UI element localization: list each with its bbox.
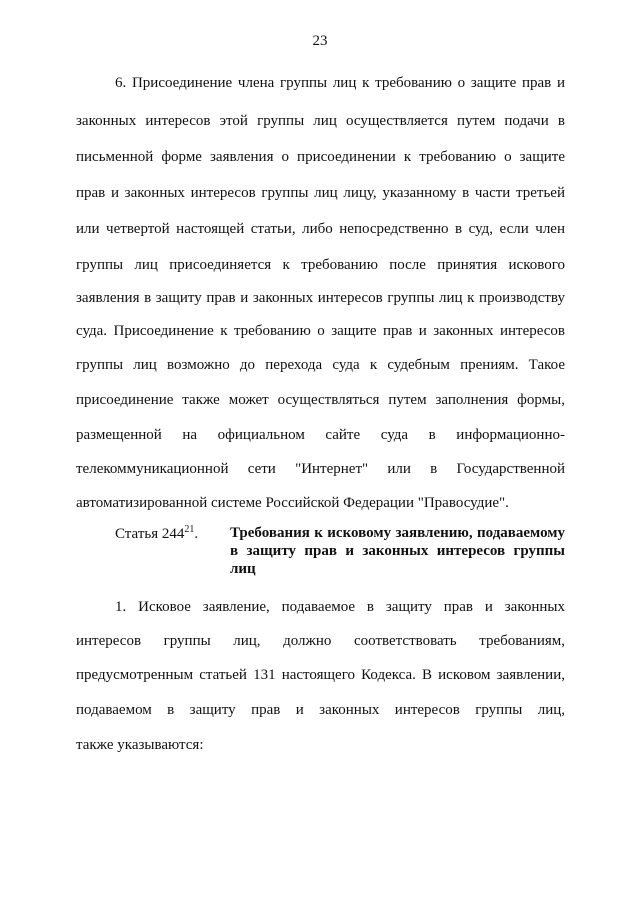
paragraph-line: автоматизированной системе Российской Федерации "Правосудие". — [76, 495, 509, 511]
paragraph-line: также указываются: — [76, 737, 204, 753]
page-number: 23 — [312, 33, 328, 49]
paragraph-line: законных интересов этой группы лиц осуществляется путем подачи в — [76, 113, 565, 129]
paragraph-line: прав и законных интересов группы лиц лицу, указанному в части третьей — [76, 185, 565, 201]
paragraph-line: группы лиц присоединяется к требованию после принятия искового — [76, 257, 565, 273]
paragraph-line: группы лиц возможно до перехода суда к судебным прениям. Такое — [76, 357, 565, 373]
article-label-suffix: . — [194, 526, 199, 542]
article-label-superscript: 21 — [184, 524, 195, 535]
paragraph-line: суда. Присоединение к требованию о защите прав и законных интересов — [76, 323, 565, 339]
paragraph-line: присоединение также может осуществляться путем заполнения формы, — [76, 392, 565, 408]
article-label-text: Статья 244 — [115, 526, 185, 542]
paragraph-line: интересов группы лиц, должно соответствовать требованиям, — [76, 633, 565, 649]
paragraph-line: предусмотренным статьей 131 настоящего Кодекса. В исковом заявлении, — [76, 667, 565, 683]
paragraph-line: или четвертой настоящей статьи, либо непосредственно в суд, если член — [76, 221, 565, 237]
paragraph-line: письменной форме заявления о присоединении к требованию о защите — [76, 149, 565, 165]
article-number — [115, 524, 198, 544]
paragraph-line: 1. Исковое заявление, подаваемое в защиту прав и законных — [115, 599, 565, 615]
paragraph-line: 6. Присоединение члена группы лиц к требованию о защите прав и — [115, 75, 565, 91]
paragraph-line: заявления в защиту прав и законных интересов группы лиц к производству — [76, 290, 565, 306]
paragraph-line: телекоммуникационной сети "Интернет" или в Государственной — [76, 461, 565, 477]
paragraph-line: подаваемом в защиту прав и законных интересов группы лиц, — [76, 702, 565, 718]
article-title: Требования к исковому заявлению, подаваемому в защиту прав и законных интересов группы лиц — [230, 525, 565, 577]
paragraph-line: размещенной на официальном сайте суда в информационно- — [76, 427, 565, 443]
